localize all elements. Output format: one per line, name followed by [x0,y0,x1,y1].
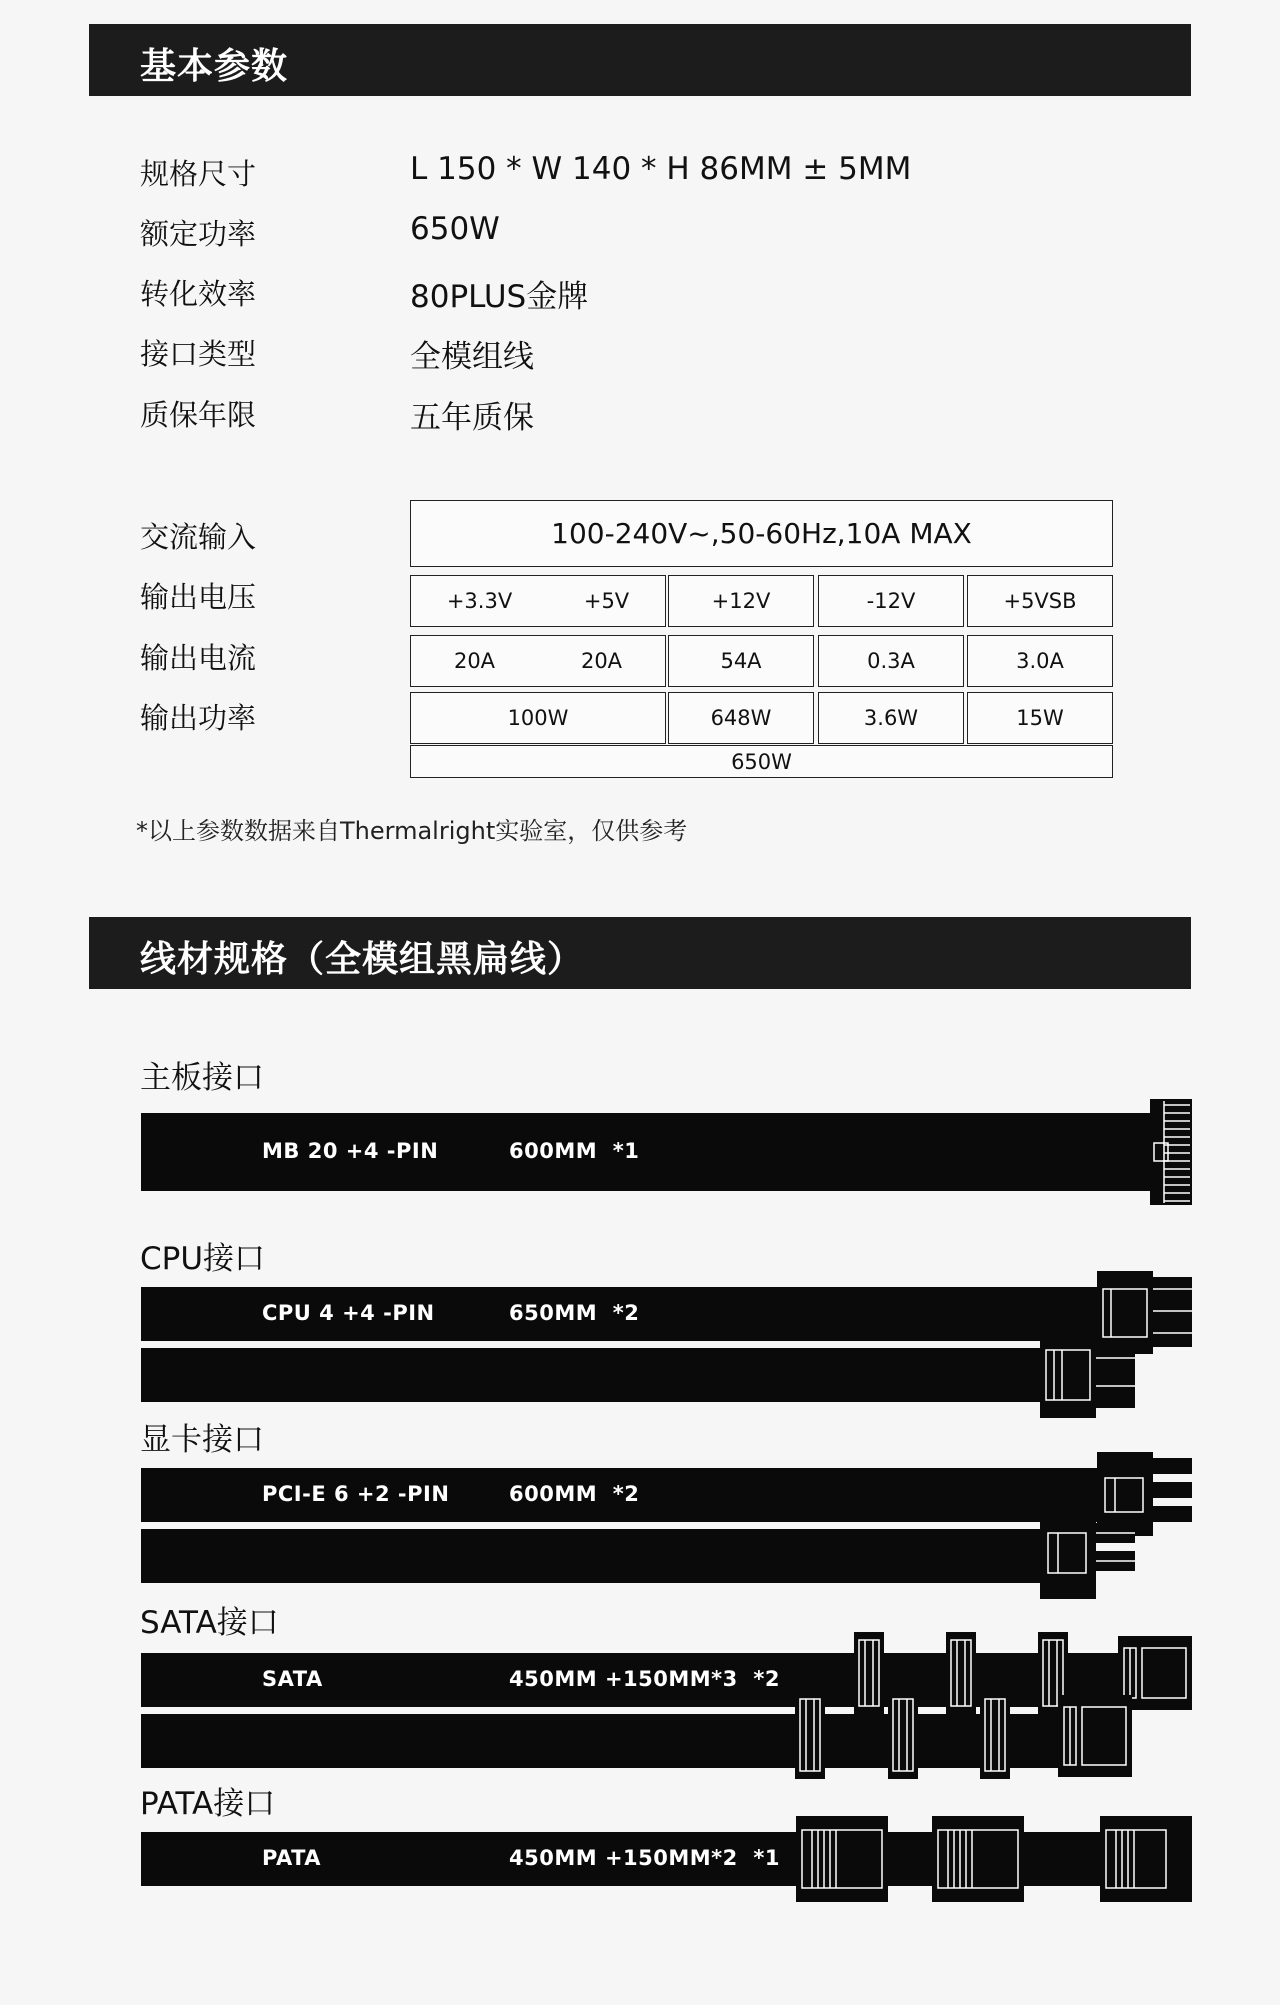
cpu-4pin-connector-icon [1040,1330,1135,1418]
spec-label-rated-power: 额定功率 [140,217,257,251]
molex-connector-icon [932,1816,1024,1902]
section-title: 基本参数 [140,46,289,87]
cable-bar-sata-1 [141,1653,1191,1707]
cable-length: 450MM +150MM*2 *1 [509,1846,780,1870]
current-5v: 20A [580,649,623,673]
cable-name: PCI-E 6 +2 -PIN [262,1482,450,1506]
voltage-5v: +5V [583,589,630,613]
cable-length: 450MM +150MM*3 *2 [509,1667,780,1691]
table-label-output-voltage: 输出电压 [140,580,257,614]
spec-value-rated-power: 650W [410,211,500,247]
category-label-pata: PATA接口 [140,1786,276,1822]
spec-label-interface: 接口类型 [140,337,257,371]
cable-length: 600MM *2 [509,1482,640,1506]
table-label-output-current: 输出电流 [140,641,257,675]
cable-length: 600MM *1 [509,1139,640,1163]
section-title: 线材规格（全模组黑扁线） [140,939,585,980]
spec-value-size: L 150 * W 140 * H 86MM ± 5MM [410,151,912,187]
section-header-basic-params [89,24,1191,96]
power-cell-neg12v: 3.6W [818,692,964,744]
current-3v3: 20A [453,649,496,673]
voltage-cell-neg12v: -12V [818,575,964,627]
total-power-cell: 650W [410,745,1113,778]
power-cell-12v: 648W [668,692,814,744]
category-label-sata: SATA接口 [140,1605,279,1641]
voltage-cell-12v: +12V [668,575,814,627]
sata-power-connector-icon [854,1632,884,1714]
category-label-cpu: CPU接口 [140,1241,266,1277]
pcie-6pin-connector-icon [1040,1511,1135,1599]
current-cell-5vsb: 3.0A [967,635,1113,687]
spec-value-warranty: 五年质保 [410,400,534,436]
power-cell-3v3-5v: 100W [410,692,666,744]
spec-label-efficiency: 转化效率 [140,277,257,311]
cable-bar-cpu-2 [141,1348,1046,1402]
cable-bar-gpu-2 [141,1529,1046,1583]
spec-label-size: 规格尺寸 [140,157,257,191]
voltage-cell-3v3-5v [410,575,666,627]
cable-bar-motherboard [141,1113,1153,1191]
table-label-output-power: 输出功率 [140,701,257,735]
cable-length: 650MM *2 [509,1301,640,1325]
current-cell-neg12v: 0.3A [818,635,964,687]
spec-value-efficiency: 80PLUS金牌 [410,279,589,315]
cable-bar-pata [141,1832,1191,1886]
category-label-motherboard: 主板接口 [140,1060,264,1096]
atx-24pin-connector-icon [1150,1099,1192,1205]
cable-bar-cpu-1 [141,1287,1101,1341]
table-label-ac-input: 交流输入 [140,520,257,554]
voltage-cell-5vsb: +5VSB [967,575,1113,627]
footnote: *以上参数数据来自Thermalright实验室，仅供参考 [136,817,688,845]
category-label-gpu: 显卡接口 [140,1422,264,1458]
molex-psu-side-connector-icon [1100,1816,1192,1902]
power-cell-5vsb: 15W [967,692,1113,744]
molex-connector-icon [796,1816,888,1902]
current-cell-12v: 54A [668,635,814,687]
spec-label-warranty: 质保年限 [140,398,257,432]
cable-bar-gpu-1 [141,1468,1101,1522]
sata-power-connector-icon [888,1691,918,1779]
section-header-cable-specs [89,917,1191,989]
spec-value-interface: 全模组线 [410,339,534,375]
sata-power-connector-icon [980,1691,1010,1779]
cable-name: SATA [262,1667,323,1691]
cable-name: MB 20 +4 -PIN [262,1139,439,1163]
cable-name: PATA [262,1846,322,1870]
cable-name: CPU 4 +4 -PIN [262,1301,435,1325]
ac-input-cell: 100-240V~,50-60Hz,10A MAX [410,500,1113,567]
current-cell-3v3-5v [410,635,666,687]
sata-psu-side-connector-icon [1058,1695,1132,1777]
sata-power-connector-icon [795,1691,825,1779]
voltage-3v3: +3.3V [446,589,513,613]
sata-power-connector-icon [946,1632,976,1714]
